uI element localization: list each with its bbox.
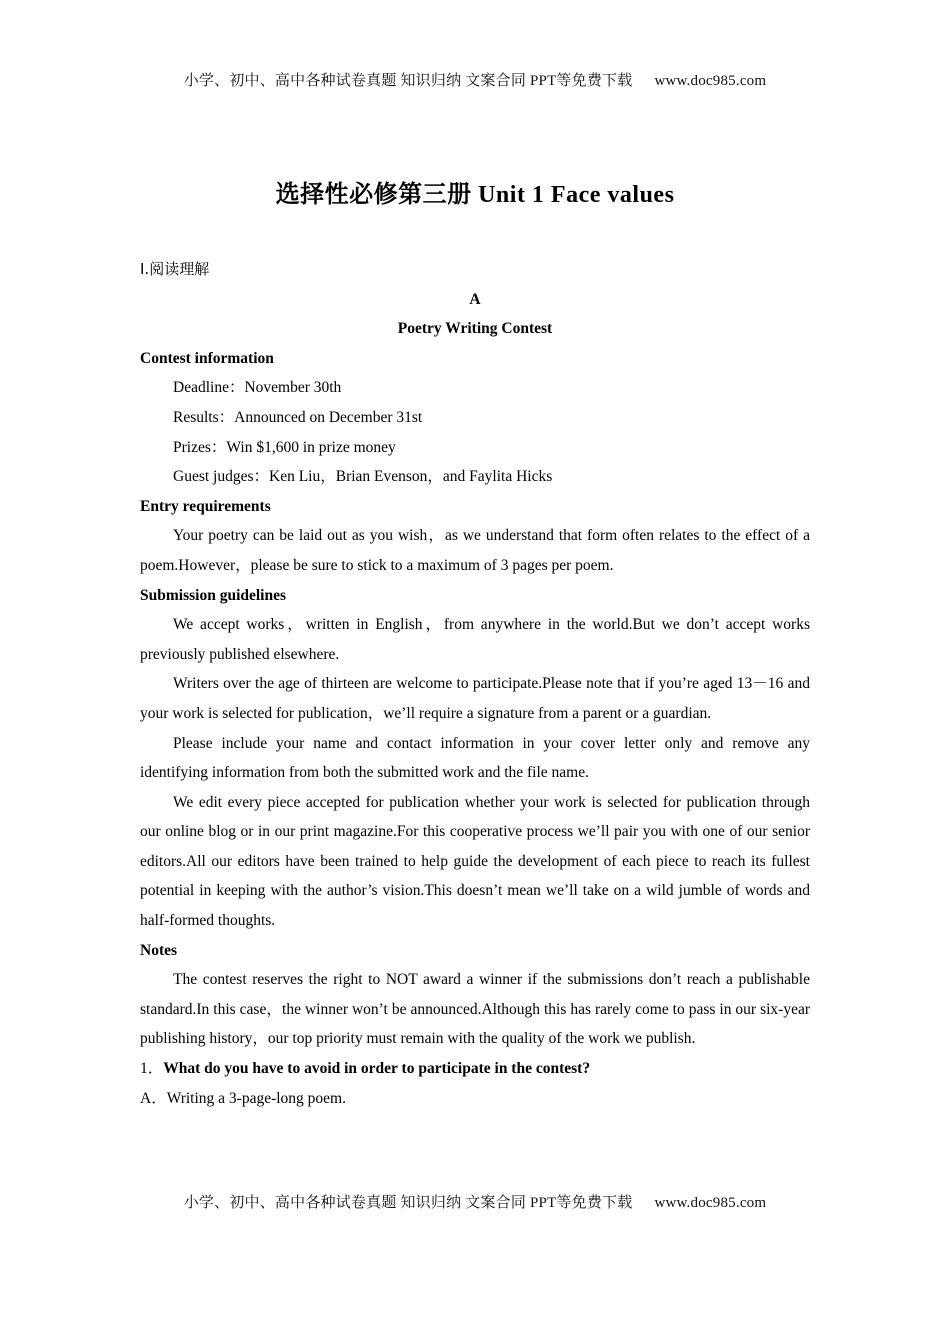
notes-heading: Notes	[140, 941, 178, 959]
page-header	[0, 69, 950, 90]
passage-heading: Poetry Writing Contest	[397, 320, 553, 338]
question-option-a: A．Writing a 3-page-long poem.	[140, 1089, 346, 1107]
contest-info-deadline: Deadline：November 30th	[173, 379, 342, 397]
submission-paragraph: Writers over the age of thirteen are welcome to participate.Please note that if you’re aged 13－16 and your work is selected for publication，we’ll require a signature from a parent or a guardian.	[140, 675, 810, 722]
submission-paragraph: We edit every piece accepted for publication whether your work is selected for publication through our online blog or in our print magazine.For this cooperative process we’ll pair you with one of our senior editors.All our editors have been trained to help guide the development of each piece to reach its fullest potential in keeping with the author’s vision.This doesn’t mean we’ll take on a wild jumble of words and half-formed thoughts.	[140, 793, 810, 930]
document-title: 选择性必修第三册 Unit 1 Face values	[275, 182, 675, 208]
submission-guidelines-heading: Submission guidelines	[140, 586, 287, 604]
document-content	[140, 255, 810, 1113]
submission-paragraph: Please include your name and contact information in your cover letter only and remove any identifying information from both the submitted work and the file name.	[140, 734, 810, 782]
section-heading: Ⅰ.阅读理解	[140, 260, 210, 278]
contest-info-judges: Guest judges：Ken Liu，Brian Evenson，and Faylita Hicks	[173, 468, 553, 486]
notes-text: The contest reserves the right to NOT award a winner if the submissions don’t reach a publishable standard.In this case，the winner won’t be announced.Although this has rarely come to pass in our six-year publishing history，our top priority must remain with the quality of the work we publish.	[140, 971, 810, 1048]
contest-info-results: Results：Announced on December 31st	[173, 408, 423, 426]
footer-site-link[interactable]: www.doc985.com	[654, 1195, 767, 1211]
page-footer	[0, 1191, 950, 1212]
question-number: 1．	[140, 1060, 164, 1078]
contest-info-prizes: Prizes：Win $1,600 in prize money	[173, 438, 396, 456]
question-1	[140, 1054, 810, 1084]
question-text: What do you have to avoid in order to participate in the contest?	[163, 1060, 591, 1078]
entry-requirements-text: Your poetry can be laid out as you wish，as we understand that form often relates to the effect of a poem.However，please be sure to stick to a maximum of 3 pages per poem.	[140, 527, 810, 574]
entry-requirements-heading: Entry requirements	[140, 497, 271, 515]
contest-info-heading: Contest information	[140, 349, 274, 367]
header-text: 小学、初中、高中各种试卷真题 知识归纳 文案合同 PPT等免费下载	[183, 73, 633, 89]
footer-text: 小学、初中、高中各种试卷真题 知识归纳 文案合同 PPT等免费下载	[183, 1195, 633, 1211]
header-site-link[interactable]: www.doc985.com	[654, 73, 767, 89]
submission-paragraph: We accept works，written in English，from anywhere in the world.But we don’t accept works previously published elsewhere.	[140, 616, 810, 663]
passage-letter: A	[469, 290, 481, 308]
